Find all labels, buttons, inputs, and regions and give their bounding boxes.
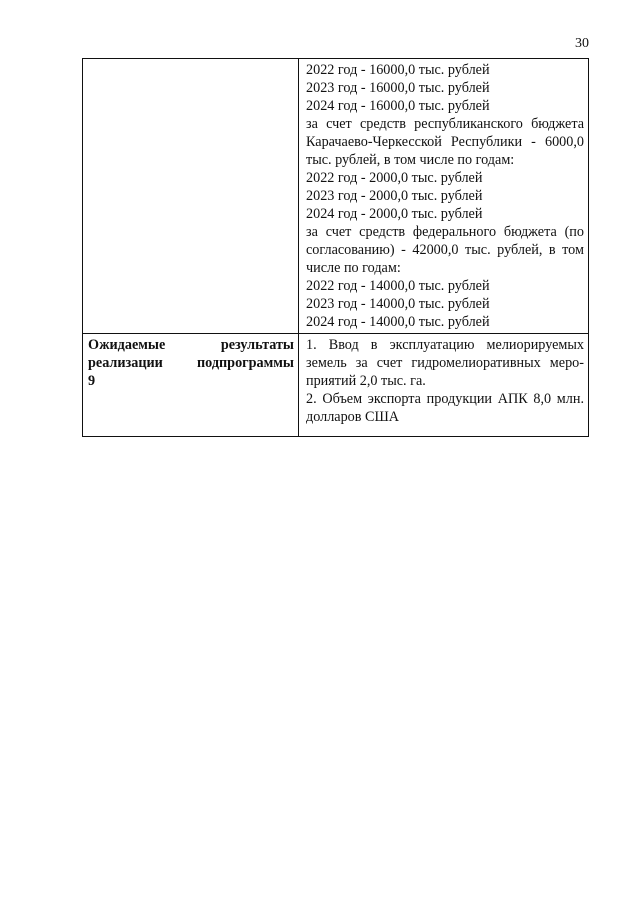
financing-line: 2024 год - 16000,0 тыс. рублей [306,98,490,114]
financing-line: согласованию) - 42000,0 тыс. рублей, в том [306,242,584,258]
financing-line: Карачаево-Черкесской Республики - 6000,0 [306,134,584,150]
financing-line: 2023 год - 2000,0 тыс. рублей [306,188,483,204]
program-table [82,58,589,437]
results-line: приятий 2,0 тыс. га. [306,373,426,389]
results-label-line: Ожидаемые результаты [88,337,294,353]
page-number: 30 [575,36,589,51]
financing-line: тыс. рублей, в том числе по годам: [306,152,515,168]
results-label-line: 9 [88,373,96,389]
financing-line: за счет средств федерального бюджета (по [306,224,584,240]
financing-line: за счет средств республиканского бюджета [306,116,584,132]
financing-content-cell [299,59,589,334]
results-line: земель за счет гидромелиоративных меро- [306,355,584,371]
results-label-cell [83,334,299,437]
results-row [83,334,589,437]
results-line: 2. Объем экспорта продукции АПК 8,0 млн. [306,391,584,407]
financing-line: 2024 год - 14000,0 тыс. рублей [306,314,490,330]
financing-row [83,59,589,334]
financing-line: 2022 год - 14000,0 тыс. рублей [306,278,490,294]
results-line: 1. Ввод в эксплуатацию мелиорируемых [306,337,584,353]
financing-line: 2023 год - 14000,0 тыс. рублей [306,296,490,312]
results-line: долларов США [306,409,400,425]
financing-line: 2022 год - 2000,0 тыс. рублей [306,170,483,186]
results-label-line: реализации подпрограммы [88,355,294,371]
financing-line: 2022 год - 16000,0 тыс. рублей [306,62,490,78]
results-content-cell [299,334,589,437]
financing-line: 2023 год - 16000,0 тыс. рублей [306,80,490,96]
financing-label-cell [83,59,299,334]
financing-line: 2024 год - 2000,0 тыс. рублей [306,206,483,222]
financing-line: числе по годам: [306,260,401,276]
